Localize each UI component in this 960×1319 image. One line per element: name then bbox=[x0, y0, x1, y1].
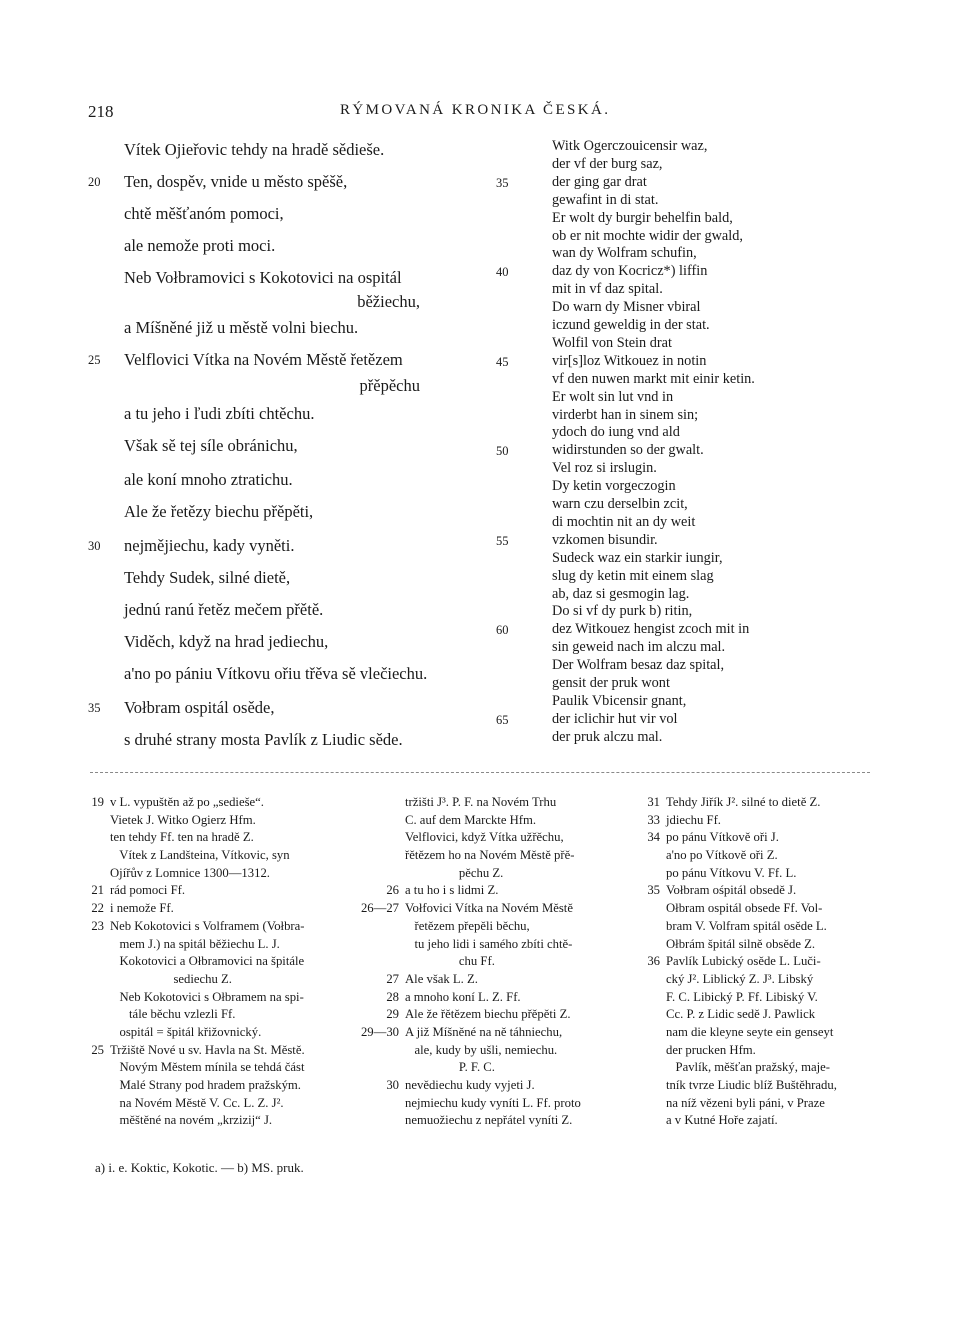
note-text: jdiechu Ff. bbox=[666, 812, 721, 827]
note-text: pěchu Z. bbox=[405, 865, 504, 880]
german-verse-line: der pruk alczu mal. bbox=[552, 728, 663, 745]
note-text: tník tvrze Liudic blíž Buštěhradu, bbox=[666, 1078, 837, 1092]
note-line-number: 23 bbox=[91, 918, 104, 933]
note-line-number: 27 bbox=[386, 971, 399, 986]
note-line bbox=[110, 847, 305, 865]
note-text: Ale však L. Z. bbox=[405, 971, 478, 986]
czech-verse-line: Neb Vołbramovici s Kokotovici na ospitál bbox=[124, 268, 402, 287]
note-line bbox=[91, 918, 305, 936]
note-text: a v Kutné Hoře zajatí. bbox=[666, 1113, 778, 1128]
note-text: a mnoho koní L. Z. Ff. bbox=[405, 989, 521, 1004]
note-line bbox=[405, 1112, 581, 1130]
note-text: nejmiechu kudy vyníti L. Ff. proto bbox=[405, 1095, 581, 1110]
czech-verse-line: s druhé strany mosta Pavlík z Liudic sěde. bbox=[124, 730, 403, 749]
note-text: Cc. P. z Lidic sedě J. Pawlick bbox=[666, 1007, 816, 1022]
czech-verse-line: Však sě tej síle obránichu, bbox=[124, 436, 298, 455]
german-verse-line: vir[s]loz Witkouez in notin bbox=[552, 352, 707, 369]
note-line bbox=[647, 953, 837, 971]
note-text: Ale že řětězem biechu přěpěti Z. bbox=[405, 1007, 571, 1022]
note-line-number: 31 bbox=[647, 795, 660, 809]
note-line-number: 36 bbox=[647, 954, 660, 969]
german-verse-line: di mochtin nit an dy weit bbox=[552, 513, 696, 530]
czech-verse-line: nejmějiechu, kady vyněti. bbox=[124, 536, 295, 555]
note-text: Neb Kokotovici s Volframem (Vołbra- bbox=[110, 918, 305, 933]
czech-verse-line: a Míšněné již u městě volni biechu. bbox=[124, 318, 359, 337]
note-line bbox=[666, 971, 837, 989]
note-line-number: 25 bbox=[91, 1042, 104, 1057]
note-line bbox=[91, 900, 305, 918]
note-line bbox=[91, 882, 305, 900]
note-text: Vołfovici Vítka na Novém Městě bbox=[405, 901, 573, 916]
german-verse-line: Sudeck waz ein starkir iungir, bbox=[552, 549, 723, 566]
czech-verse-line: a tu jeho i ľudi zbíti chtěchu. bbox=[124, 404, 315, 423]
german-verse-line: der vf der burg saz, bbox=[552, 155, 663, 172]
note-text: tále běchu vzlezli Ff. bbox=[110, 1007, 236, 1022]
german-verse-line: Do si vf dy purk b) ritin, bbox=[552, 603, 693, 620]
note-line bbox=[666, 1112, 837, 1130]
note-text: sediechu Z. bbox=[110, 971, 232, 986]
note-line-number: 22 bbox=[91, 901, 104, 916]
note-text: P. F. C. bbox=[405, 1060, 495, 1075]
note-text: tržišti J³. P. F. na Novém Trhu bbox=[405, 795, 557, 809]
note-line-number: 29 bbox=[386, 1007, 399, 1022]
note-text: ale, kudy by ušli, nemiechu. bbox=[405, 1042, 558, 1057]
note-line bbox=[666, 1059, 837, 1077]
note-text: řětězem ho na Novém Městě přě- bbox=[405, 848, 575, 863]
note-text: A již Míšněné na ně táhniechu, bbox=[405, 1024, 563, 1039]
note-text: Vietek J. Witko Ogierz Hfm. bbox=[110, 812, 256, 827]
note-text: a'no po Vítkově oři Z. bbox=[666, 848, 778, 863]
note-text: po pánu Vítkově oři J. bbox=[666, 830, 779, 845]
note-line bbox=[360, 1024, 581, 1042]
note-text: Tržiště Nové u sv. Havla na St. Městě. bbox=[110, 1042, 305, 1057]
notes-column-1 bbox=[91, 794, 305, 1130]
czech-line-number: 20 bbox=[88, 175, 101, 189]
note-text: Neb Kokotovici s Ołbramem na spi- bbox=[110, 989, 304, 1004]
note-line bbox=[405, 918, 581, 936]
note-text: C. auf dem Marckte Hfm. bbox=[405, 812, 537, 827]
german-verse-line: gewafint in di stat. bbox=[552, 191, 659, 208]
german-verse-line: Wolfil von Stein drat bbox=[552, 334, 672, 351]
czech-verse-line: ale koní mnoho ztratichu. bbox=[124, 470, 293, 489]
note-text: F. C. Libický P. Ff. Libiský V. bbox=[666, 989, 818, 1004]
note-text: ospitál = špitál křižovnický. bbox=[110, 1024, 262, 1039]
note-text: řetězem přepěli běchu, bbox=[405, 918, 530, 933]
note-line bbox=[386, 989, 581, 1007]
note-text: v L. vypuštěn až po „sedieše“. bbox=[110, 795, 264, 809]
note-line bbox=[666, 918, 837, 936]
note-line bbox=[110, 1059, 305, 1077]
note-line bbox=[405, 847, 581, 865]
note-line-number: 34 bbox=[647, 830, 660, 845]
czech-verse-line: jednú ranú řetěz mečem přětě. bbox=[124, 600, 324, 619]
note-line bbox=[666, 989, 837, 1007]
note-text: bram V. Volfram spitál osěde L. bbox=[666, 918, 827, 933]
page-number: 218 bbox=[88, 102, 114, 121]
czech-verse-line: chtě měšťanóm pomoci, bbox=[124, 204, 284, 223]
note-line bbox=[110, 953, 305, 971]
note-line bbox=[91, 1042, 305, 1060]
german-line-number: 65 bbox=[496, 712, 509, 727]
note-line bbox=[666, 900, 837, 918]
note-line-number: 19 bbox=[91, 795, 104, 809]
czech-verse-line: Vítek Ojieřovic tehdy na hradě sědieše. bbox=[124, 140, 385, 159]
note-text: der prucken Hfm. bbox=[666, 1042, 756, 1057]
note-line bbox=[386, 1077, 581, 1095]
german-verse-line: slug dy ketin mit einem slag bbox=[552, 567, 714, 584]
note-line bbox=[666, 847, 837, 865]
czech-verse-line: ale nemože proti moci. bbox=[124, 236, 276, 255]
note-line bbox=[360, 900, 581, 918]
german-verse-line: vf den nuwen markt mit einir ketin. bbox=[552, 370, 755, 387]
note-text: Vołbram ośpitál obsedě J. bbox=[666, 883, 797, 898]
note-text: Ołbram ospitál obsede Ff. Vol- bbox=[666, 901, 823, 916]
czech-verse-line: Vołbram ospitál osěde, bbox=[124, 698, 275, 717]
note-text: Malé Strany pod hradem pražským. bbox=[110, 1078, 301, 1092]
german-verse-line: ab, daz si gesmogin lag. bbox=[552, 585, 690, 602]
german-verse-line: der ging gar drat bbox=[552, 173, 647, 190]
czech-line-number: 30 bbox=[88, 539, 101, 553]
note-line-number: 21 bbox=[91, 883, 104, 898]
german-verse-line: iczund geweldig in der stat. bbox=[552, 317, 710, 333]
czech-line-number: 35 bbox=[88, 701, 101, 715]
note-line bbox=[647, 794, 837, 812]
czech-verse-line: přěpěchu bbox=[359, 376, 420, 395]
czech-verse-line: Tehdy Sudek, silné dietě, bbox=[124, 568, 291, 587]
note-line bbox=[647, 882, 837, 900]
note-text: Ojířův z Lomnice 1300—1312. bbox=[110, 865, 270, 880]
german-verse-line: Witk Ogerczouicensir waz, bbox=[552, 138, 708, 154]
note-line-number: 35 bbox=[647, 883, 660, 898]
german-verse-line: widirstunden so der gwalt. bbox=[552, 442, 704, 459]
note-line-number: 30 bbox=[386, 1078, 399, 1092]
note-line-number: 26 bbox=[386, 883, 399, 898]
german-line-number: 35 bbox=[496, 175, 509, 190]
german-verse-line: Der Wolfram besaz daz spital, bbox=[552, 657, 725, 674]
german-line-number: 60 bbox=[496, 623, 509, 638]
note-text: měštěné na novém „krzizij“ J. bbox=[110, 1113, 273, 1128]
note-line bbox=[647, 812, 837, 830]
note-line bbox=[91, 794, 305, 812]
notes-column-2 bbox=[360, 794, 581, 1130]
german-verse-line: sin geweid nach im alczu mal. bbox=[552, 639, 726, 656]
german-verse-line: Er wolt sin lut vnd in bbox=[552, 388, 674, 405]
czech-verse-line: Velflovici Vítka na Novém Městě řetězem bbox=[124, 350, 403, 369]
german-verse-line: Er wolt dy burgir behelfin bald, bbox=[552, 209, 733, 226]
note-line bbox=[110, 1024, 305, 1042]
german-verse-line: Vel roz si irslugin. bbox=[552, 460, 657, 477]
note-line bbox=[666, 1095, 837, 1113]
note-line bbox=[405, 812, 581, 830]
note-line bbox=[666, 1042, 837, 1060]
note-line bbox=[405, 953, 581, 971]
german-line-number: 50 bbox=[496, 444, 509, 459]
note-text: Pavlík Lubický osěde L. Luči- bbox=[666, 954, 821, 969]
note-line bbox=[405, 794, 581, 812]
german-verse-line: Do warn dy Misner vbiral bbox=[552, 299, 701, 316]
note-line-number: 28 bbox=[386, 989, 399, 1004]
note-text: Vítek z Landšteina, Vítkovic, syn bbox=[110, 848, 290, 863]
note-line bbox=[110, 971, 305, 989]
czech-verse-line: a'no po pániu Vítkovu ořiu třěva sě vlečiechu. bbox=[124, 664, 428, 683]
note-line bbox=[386, 1006, 581, 1024]
running-title: RÝMOVANÁ KRONIKA ČESKÁ. bbox=[340, 102, 611, 118]
note-line-number: 29—30 bbox=[360, 1024, 399, 1039]
czech-verse-line: běžiechu, bbox=[357, 292, 420, 311]
note-text: nemuožiechu z nepřátel vyníti Z. bbox=[405, 1113, 573, 1128]
note-line bbox=[666, 1077, 837, 1095]
german-verse-line: gensit der pruk wont bbox=[552, 675, 670, 691]
german-verse-line: daz dy von Kocricz*) liffin bbox=[552, 263, 708, 280]
note-text: Novým Městem mínila se tehdá část bbox=[110, 1060, 305, 1075]
note-text: mem J.) na spitál běžiechu L. J. bbox=[110, 936, 280, 951]
note-line bbox=[405, 1059, 581, 1077]
note-text: na Novém Městě V. Cc. L. Z. J². bbox=[110, 1095, 284, 1110]
note-line bbox=[666, 865, 837, 883]
note-line bbox=[110, 989, 305, 1007]
german-verse-line: dez Witkouez hengist zcoch mit in bbox=[552, 621, 750, 638]
notes-divider bbox=[90, 772, 870, 773]
german-verse-line: wan dy Wolfram schufin, bbox=[552, 245, 697, 262]
note-text: po pánu Vítkovu V. Ff. L. bbox=[666, 865, 797, 880]
czech-verse-line: Ten, dospěv, vnide u město spěšě, bbox=[124, 172, 348, 191]
note-line bbox=[666, 1024, 837, 1042]
note-line bbox=[110, 1112, 305, 1130]
german-verse-line: vzkomen bisundir. bbox=[552, 531, 658, 548]
note-line bbox=[405, 829, 581, 847]
german-verse-line: virderbt han in sinem sin; bbox=[552, 406, 699, 423]
note-line bbox=[647, 829, 837, 847]
czech-verse-line: Ale že řetězy biechu přěpěti, bbox=[124, 502, 314, 521]
notes-column-3 bbox=[647, 794, 837, 1130]
note-text: cký J². Liblický Z. J³. Libský bbox=[666, 971, 814, 986]
note-line bbox=[405, 1042, 581, 1060]
german-line-number: 45 bbox=[496, 354, 509, 369]
czech-verse-line: Viděch, když na hrad jediechu, bbox=[124, 632, 329, 651]
german-verse-line: der iclichir hut vir vol bbox=[552, 710, 678, 727]
note-line bbox=[405, 1095, 581, 1113]
note-text: rád pomoci Ff. bbox=[110, 883, 186, 898]
footnote: a) i. e. Koktic, Kokotic. — b) MS. pruk. bbox=[95, 1160, 304, 1175]
note-text: Velflovici, když Vítka užřěchu, bbox=[405, 830, 564, 845]
note-line bbox=[386, 971, 581, 989]
note-line bbox=[405, 865, 581, 883]
note-line bbox=[110, 1077, 305, 1095]
note-line bbox=[110, 829, 305, 847]
german-verse-line: ob er nit mochte widir der gwald, bbox=[552, 227, 743, 244]
note-text: Kokotovici a Ołbramovici na špitále bbox=[110, 954, 305, 969]
note-line bbox=[110, 936, 305, 954]
note-text: ten tehdy Ff. ten na hradě Z. bbox=[110, 830, 254, 845]
note-line-number: 26—27 bbox=[360, 901, 399, 916]
note-text: Ołbrám špitál silně obsěde Z. bbox=[666, 936, 816, 951]
note-text: Pavlík, měšťan pražský, maje- bbox=[666, 1060, 830, 1075]
note-line bbox=[666, 936, 837, 954]
german-line-number: 40 bbox=[496, 265, 509, 280]
note-text: Tehdy Jiřík J². silné to dietě Z. bbox=[666, 795, 821, 809]
note-text: chu Ff. bbox=[405, 954, 495, 969]
note-text: na níž vězeni byli páni, v Praze bbox=[666, 1095, 825, 1110]
note-line bbox=[666, 1006, 837, 1024]
note-line-number: 33 bbox=[647, 812, 660, 827]
czech-line-number: 25 bbox=[88, 353, 101, 367]
note-line bbox=[110, 1095, 305, 1113]
note-text: tu jeho lidi i samého zbíti chtě- bbox=[405, 936, 573, 951]
german-verse-line: Paulik Vbicensir gnant, bbox=[552, 692, 687, 709]
german-line-number: 55 bbox=[496, 533, 509, 548]
note-line bbox=[386, 882, 581, 900]
german-verse-line: warn czu derselbin zcit, bbox=[552, 496, 688, 512]
note-text: nevědiechu kudy vyjeti J. bbox=[405, 1078, 535, 1092]
german-verse-line: mit in vf daz spital. bbox=[552, 281, 663, 298]
note-text: a tu ho i s lidmi Z. bbox=[405, 883, 499, 898]
german-verse-line: Dy ketin vorgeczogin bbox=[552, 478, 676, 495]
note-text: i nemože Ff. bbox=[110, 901, 174, 916]
note-line bbox=[405, 936, 581, 954]
note-line bbox=[110, 812, 305, 830]
note-text: nam die kleyne seyte ein genseyt bbox=[666, 1024, 834, 1039]
note-line bbox=[110, 865, 305, 883]
german-verse-line: ydoch do iung vnd ald bbox=[552, 424, 680, 441]
note-line bbox=[110, 1006, 305, 1024]
